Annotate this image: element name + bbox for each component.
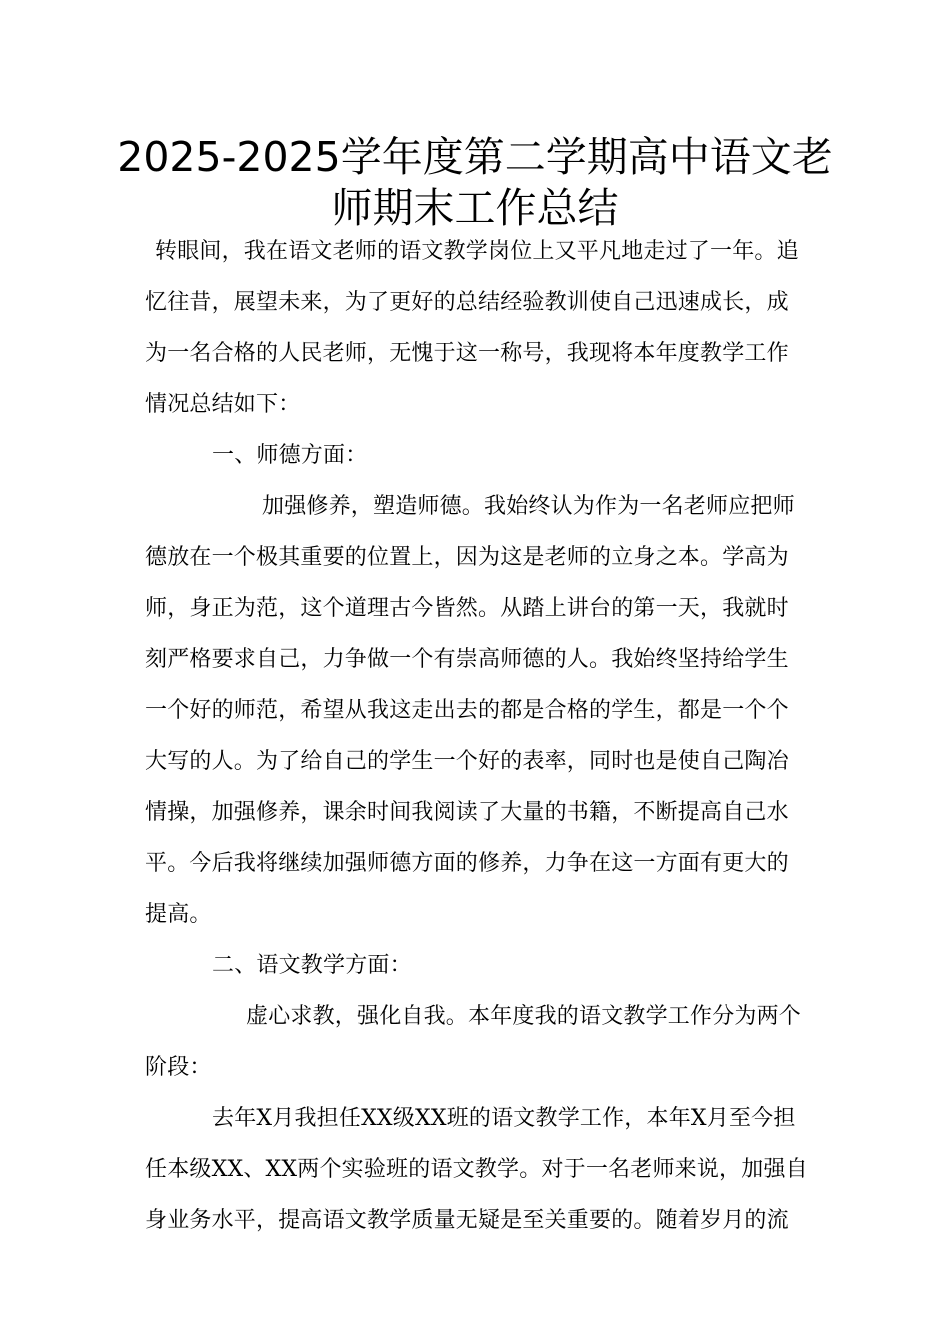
body-line-18: 去年X月我担任XX级XX班的语文教学工作，本年X月至今担 [212,1106,796,1131]
body-line-9: 刻严格要求自己，力争做一个有崇高师德的人。我始终坚持给学生 [145,647,789,672]
document-title-line-1: 2025-2025学年度第二学期高中语文老 [117,133,833,181]
body-line-20: 身业务水平，提高语文教学质量无疑是至关重要的。随着岁月的流 [145,1208,789,1233]
body-line-16: 虚心求教，强化自我。本年度我的语文教学工作分为两个 [246,1004,802,1029]
body-line-7: 德放在一个极其重要的位置上，因为这是老师的立身之本。学高为 [145,545,789,570]
section-heading-1: 一、师德方面： [212,443,368,468]
body-line-2: 忆往昔，展望未来，为了更好的总结经验教训使自己迅速成长，成 [145,290,789,315]
body-line-13: 平。今后我将继续加强师德方面的修养，力争在这一方面有更大的 [145,851,789,876]
body-line-4: 情况总结如下： [145,392,301,417]
body-line-14: 提高。 [145,902,212,927]
body-line-6: 加强修养，塑造师德。我始终认为作为一名老师应把师 [262,494,795,519]
body-line-8: 师，身正为范，这个道理古今皆然。从踏上讲台的第一天，我就时 [145,596,789,621]
body-line-10: 一个好的师范，希望从我这走出去的都是合格的学生，都是一个个 [145,698,789,723]
body-line-3: 为一名合格的人民老师，无愧于这一称号，我现将本年度教学工作 [145,341,789,366]
section-heading-2: 二、语文教学方面： [212,953,412,978]
body-line-1: 转眼间，我在语文老师的语文教学岗位上又平凡地走过了一年。追 [155,239,799,264]
document-title-line-2: 师期末工作总结 [331,184,619,232]
body-line-12: 情操，加强修养，课余时间我阅读了大量的书籍，不断提高自己水 [145,800,789,825]
body-line-17: 阶段： [145,1055,212,1080]
body-line-19: 任本级XX、XX两个实验班的语文教学。对于一名老师来说，加强自 [145,1157,808,1182]
body-line-11: 大写的人。为了给自己的学生一个好的表率，同时也是使自己陶冶 [145,749,789,774]
